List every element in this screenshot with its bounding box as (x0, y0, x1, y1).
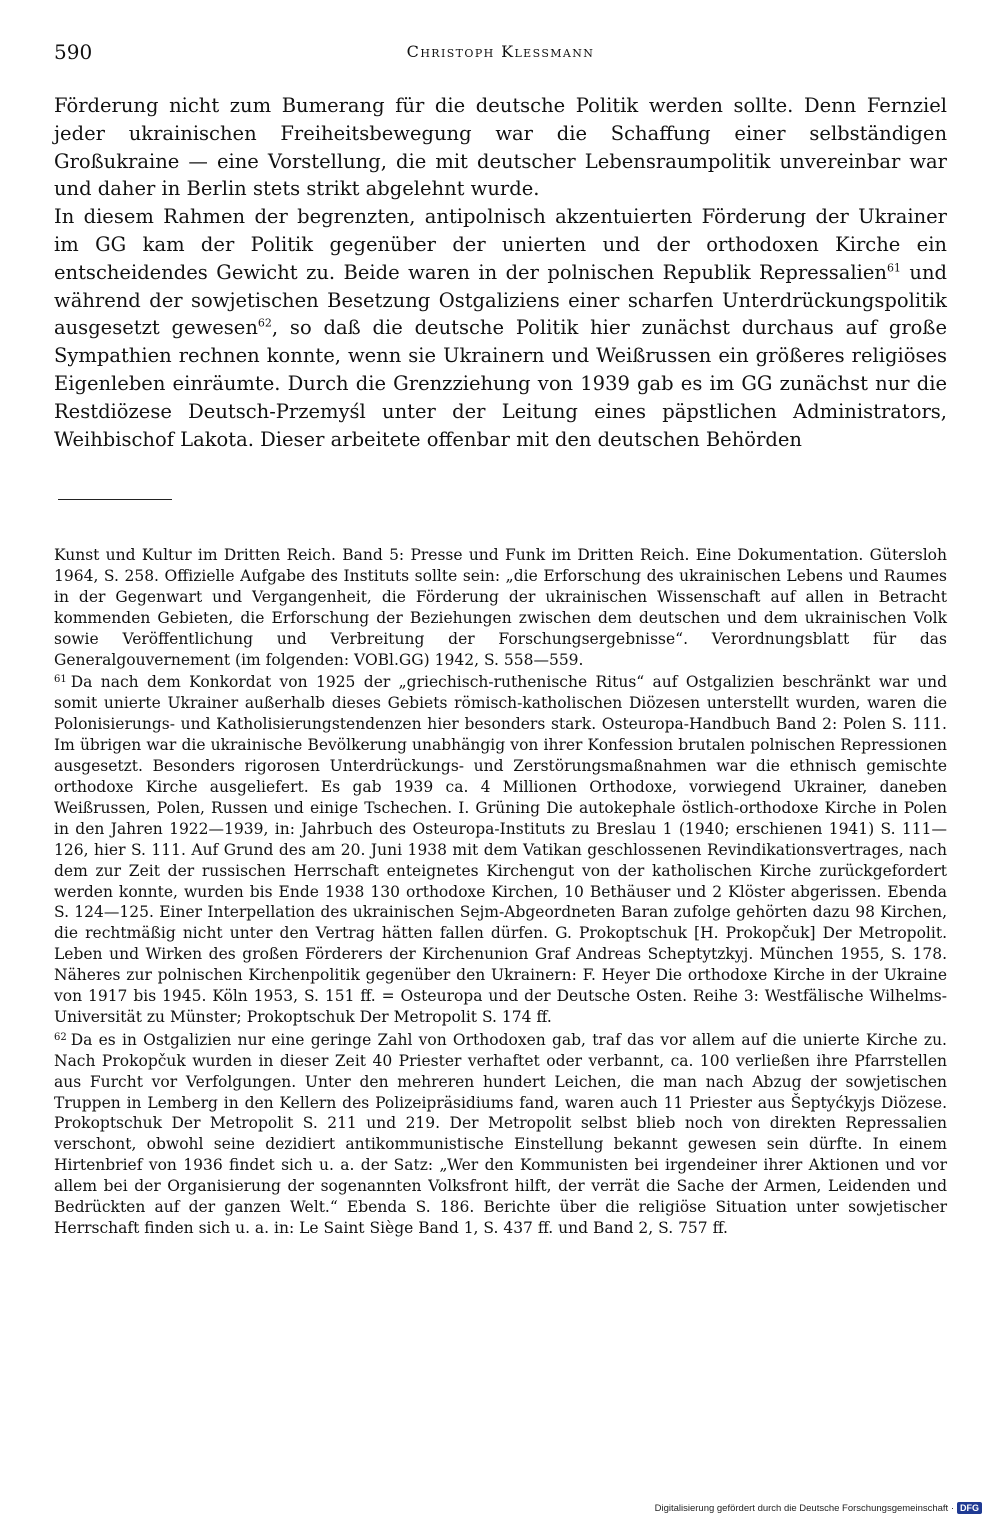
footnote-ref-61[interactable]: 61 (886, 261, 901, 275)
running-head: Christoph Klessmann (406, 42, 595, 61)
footnote-mark: 62 (54, 1031, 67, 1043)
footnote-62: $^{62}$ Da es in Ostgalizien nur eine geringe Zahl von Orthodoxen gab, traf das vor allem auf die unierte Kirche zu. Nach Prokopčuk wurden in dieser Zeit 40 Priester verhaftet oder verbannt, ca. 100 verließen ihre Pfarrstellen aus Furcht vor Verfolgungen. Unter den mehreren hundert Leichen, die man nach Abzug der sowjetischen Truppen in Lemberg in den Kellern des Polizeipräsidiums fand, waren auch 11 Priester aus Šeptyćkyjs Diözese. Prokoptschuk Der Metropolit S. 211 und 219. Der Metropolit selbst blieb noch von direkten Repressalien verschont, obwohl seine dezidiert antikommunistische Einstellung bekannt gewesen sein dürfte. In einem Hirtenbrief von 1936 findet sich u. a. der Satz: „Wer den Kommunisten bei irgendeiner ihrer Aktionen und vor allem bei der Organisierung der sogenannten Volksfront hilft, der verrät die Sache der Armen, Leidenden und Bedrückten auf der ganzen Welt.“ Ebenda S. 186. Berichte über die religiöse Situation unter sowjetischer Herrschaft finden sich u. a. in: Le Saint Siège Band 1, S. 437 ff. und Band 2, S. 757 ff. (54, 1030, 947, 1237)
main-text (54, 92, 947, 453)
footnote-61: $^{61}$ Da nach dem Konkordat von 1925 der „griechisch-ruthenische Ritus“ auf Ostgalizien beschränkt war und somit unierte Ukrainer außerhalb dieses Gebiets römisch-katholischen Diözesen unterstellt wurden, waren die Polonisierungs- und Katholisierungstendenzen hier besonders stark. Osteuropa-Handbuch Band 2: Polen S. 111. Im übrigen war die ukrainische Bevölkerung unabhängig von ihrer Konfession brutalen polnischen Repressionen ausgesetzt. Besonders rigorosen Unterdrückungs- und Zerstörungsmaßnahmen war die ethnisch gemischte orthodoxe Kirche ausgeliefert. Es gab 1939 ca. 4 Millionen Orthodoxe, vorwiegend Ukrainer, daneben Weißrussen, Polen, Russen und einige Tschechen. I. Grüning Die autokephale östlich-orthodoxe Kirche in Polen in den Jahren 1922—1939, in: Jahrbuch des Osteuropa-Instituts zu Breslau 1 (1940; erschienen 1941) S. 111—126, hier S. 111. Auf Grund des am 20. Juni 1938 mit dem Vatikan geschlossenen Revindikationsvertrages, nach dem zur Zeit der russischen Herrschaft enteignetes Kirchengut von der katholischen Kirche zurückgefordert werden konnte, wurden bis Ende 1938 130 orthodoxe Kirchen, 10 Bethäuser und 2 Klöster abgerissen. Ebenda S. 124—125. Einer Interpellation des ukrainischen Sejm-Abgeordneten Baran zufolge gehörten dazu 98 Kirchen, die rechtmäßig nicht unter den Vertrag hätten fallen dürfen. G. Prokoptschuk [H. Prokopčuk] Der Metropolit. Leben und Wirken des großen Förderers der Kirchenunion Graf Andreas Scheptytzkyj. München 1955, S. 178. Näheres zur polnischen Kirchenpolitik gegenüber den Ukrainern: F. Heyer Die orthodoxe Kirche in der Ukraine von 1917 bis 1945. Köln 1953, S. 151 ff. = Osteuropa und der Deutsche Osten. Reihe 3: Westfälische Wilhelms-Universität zu Münster; Prokoptschuk Der Metropolit S. 174 ff. (54, 673, 947, 1026)
footnotes (54, 545, 947, 1239)
footnote-mark: 61 (54, 674, 67, 686)
body-paragraph: In diesem Rahmen der begrenzten, antipolnisch akzentuierten Förderung der Ukrainer im GG kam der Politik gegenüber der unierten und der orthodoxen Kirche ein entscheidendes Gewicht zu. Beide waren in der polnischen Republik Repressalien$^{61}$ und während der sowjetischen Besetzung Ostgaliziens einer scharfen Unterdrückungspolitik ausgesetzt gewesen$^{62}$, so daß die deutsche Politik hier zunächst durchaus auf große Sympathien rechnen konnte, wenn sie Ukrainern und Weißrussen ein größeres religiöses Eigenleben einräumte. Durch die Grenzziehung von 1939 gab es im GG zunächst nur die Restdiözese Deutsch-Przemyśl unter der Leitung eines päpstlichen Administrators, Weihbischof Lakota. Dieser arbeitete offenbar mit den deutschen Behörden (54, 205, 947, 451)
digitization-footer (655, 1502, 982, 1514)
footer-credit: Digitalisierung gefördert durch die Deutsche Forschungsgemeinschaft · (654, 1502, 954, 1514)
footnote-continuation: Kunst und Kultur im Dritten Reich. Band 5: Presse und Funk im Dritten Reich. Eine Dokumentation. Gütersloh 1964, S. 258. Offizielle Aufgabe des Instituts sollte sein: „die Erforschung des ukrainischen Lebens und Raumes in der Gegenwart und Vergangenheit, die Förderung der ukrainischen Wissenschaft auf allen in Betracht kommenden Gebieten, die Erforschung der Beziehungen zwischen dem deutschen und dem ukrainischen Volk sowie Veröffentlichung und Verbreitung der Forschungsergebnisse“. Verordnungsblatt für das Generalgouvernement (im folgenden: VOBl.GG) 1942, S. 558—559. (54, 546, 947, 669)
footnote-ref-62[interactable]: 62 (257, 316, 272, 330)
dfg-logo-icon: DFG (957, 1502, 982, 1514)
footnote-divider (58, 499, 172, 500)
page-number: 590 (54, 40, 93, 64)
page-header (54, 40, 947, 72)
body-paragraph: Förderung nicht zum Bumerang für die deutsche Politik werden sollte. Denn Fernziel jeder ukrainischen Freiheitsbewegung war die Schaffung einer selbständigen Großukraine — eine Vorstellung, die mit deutscher Lebensraumpolitik unvereinbar war und daher in Berlin stets strikt abgelehnt wurde. (54, 94, 947, 201)
